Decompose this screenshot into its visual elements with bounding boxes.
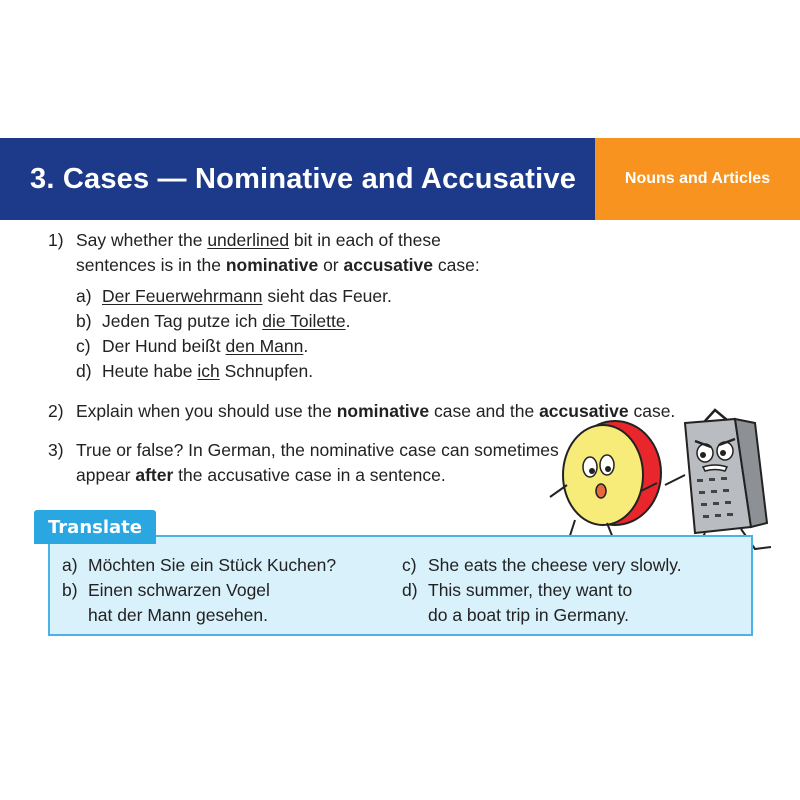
question-text: Explain when you should use the nominative case and the accusative case. bbox=[76, 401, 676, 421]
section-tag: Nouns and Articles bbox=[624, 170, 771, 187]
sentence-item: c) Der Hund beißt den Mann. bbox=[76, 336, 309, 356]
page-title: 3. Cases — Nominative and Accusative bbox=[30, 162, 577, 195]
question-3 bbox=[48, 438, 568, 488]
sentence-item: a) Der Feuerwehrmann sieht das Feuer. bbox=[76, 286, 392, 306]
sentence-item: d) Heute habe ich Schnupfen. bbox=[76, 361, 314, 381]
title-box bbox=[0, 138, 595, 220]
question-number: 2) bbox=[48, 401, 64, 421]
translate-column-left bbox=[62, 553, 392, 628]
underlined-word: underlined bbox=[207, 230, 290, 250]
question-1 bbox=[48, 228, 688, 278]
question-text bbox=[76, 228, 688, 278]
translate-item: c) She eats the cheese very slowly. bbox=[402, 555, 682, 575]
question-text: True or false? In German, the nominative case can sometimes appear after the accusative case in a sentence. bbox=[76, 440, 559, 485]
grater-character-icon bbox=[665, 410, 771, 551]
question-1-line-2: sentences is in the nominative or accusative case: bbox=[76, 255, 480, 275]
question-1-line-1: Say whether the underlined bit in each of these bbox=[76, 230, 441, 250]
translate-column-right bbox=[402, 553, 722, 628]
translate-item: b) Einen schwarzen Vogel hat der Mann gesehen. bbox=[62, 580, 270, 625]
translate-item: a) Möchten Sie ein Stück Kuchen? bbox=[62, 555, 337, 575]
question-number: 3) bbox=[48, 440, 64, 460]
sentence-item: b) Jeden Tag putze ich die Toilette. bbox=[76, 311, 351, 331]
question-1-sentences bbox=[76, 284, 688, 384]
section-tag-box bbox=[595, 138, 800, 220]
questions bbox=[48, 228, 688, 485]
header-bar bbox=[0, 138, 800, 220]
translate-tab: Translate bbox=[34, 510, 156, 544]
cheese-and-grater-illustration bbox=[545, 405, 780, 555]
question-number: 1) bbox=[48, 230, 64, 250]
cheese-character-icon bbox=[550, 421, 661, 547]
translate-item: d) This summer, they want to do a boat trip in Germany. bbox=[402, 580, 633, 625]
